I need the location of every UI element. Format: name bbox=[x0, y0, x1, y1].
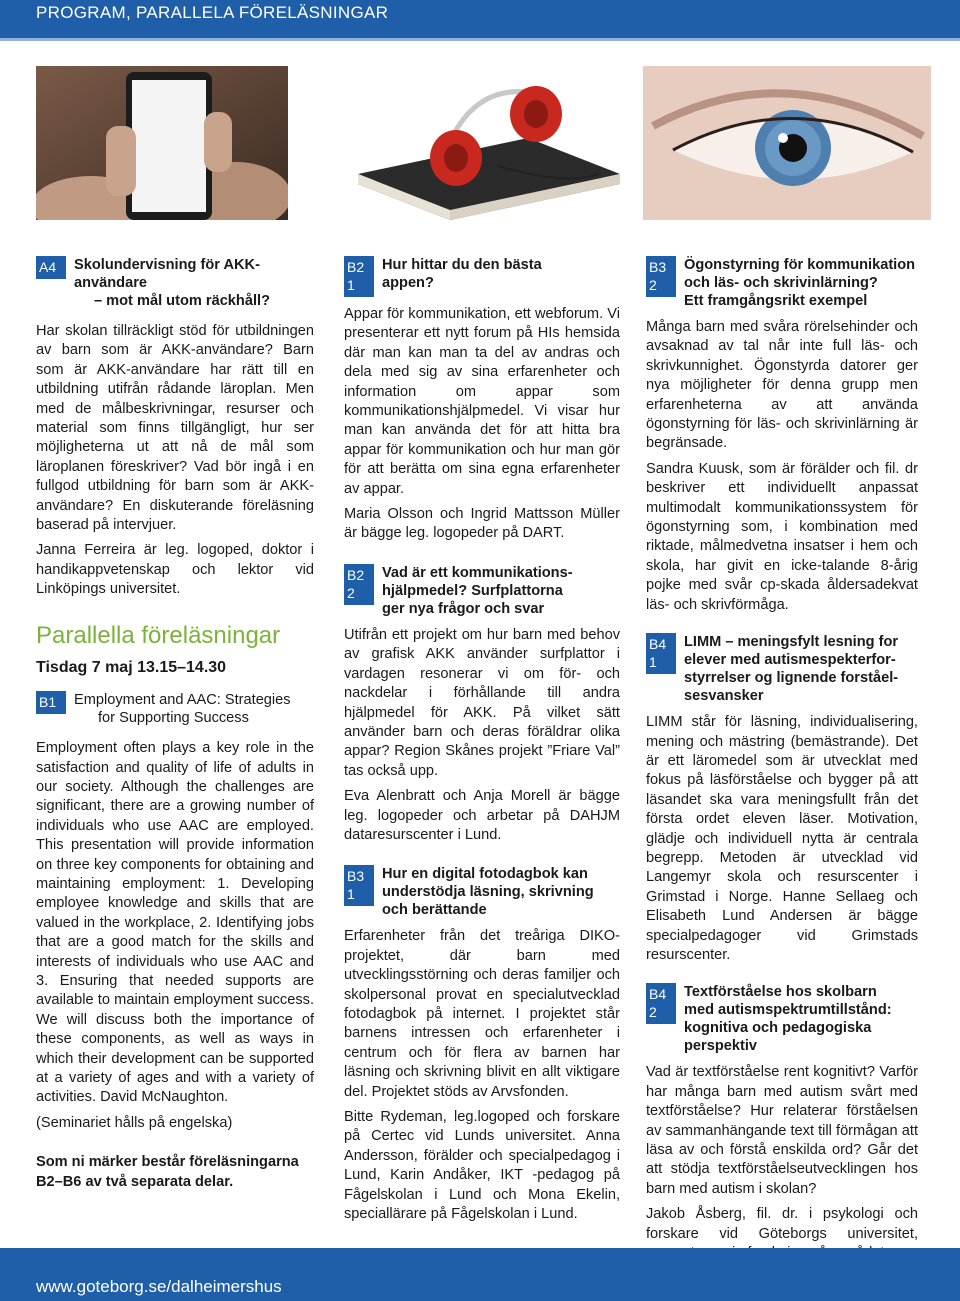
section-title bbox=[684, 256, 915, 310]
session-date: Tisdag 7 maj 13.15–14.30 bbox=[36, 658, 227, 676]
section-title bbox=[382, 564, 573, 618]
code-label: B2 bbox=[347, 259, 365, 275]
paragraph: Maria Olsson och Ingrid Mattsson Müller är bägge leg. logopeder på DART. bbox=[344, 506, 620, 542]
title-line: Skolundervisning för AKK-användare bbox=[74, 257, 260, 291]
paragraph: Vad är textförståelse rent kognitivt? Varför har många barn med autism svårt med textförståelse? Hur relaterar förståelsen av sammanhängande text till förmågan att läsa av och förstå enskilda ord? Går det att stödja textförståelseutvecklingen hos barn med autism i skolan? bbox=[646, 1064, 918, 1197]
title-line: ger nya frågor och svar bbox=[382, 600, 545, 617]
note-text: Som ni märker består föreläsningarna B2–B6 av två separata delar. bbox=[36, 1154, 299, 1190]
section-code bbox=[36, 256, 66, 279]
code-label: B2 bbox=[347, 566, 365, 583]
title-line: Hur en digital fotodagbok kan bbox=[382, 866, 588, 883]
code-label: B3 bbox=[347, 868, 365, 885]
section-title bbox=[382, 865, 594, 919]
page-title: PROGRAM, PARALLELA FÖRELÄSNINGAR bbox=[36, 3, 389, 22]
section-b1-header bbox=[36, 691, 314, 727]
title-line: med autismspektrumtillstånd: bbox=[684, 1002, 892, 1019]
book-headphones-photo bbox=[338, 66, 628, 220]
tablet-photo bbox=[36, 66, 288, 220]
section-b4-2-header bbox=[646, 983, 918, 1055]
section-title bbox=[684, 633, 898, 705]
paragraph: Janna Ferreira är leg. logoped, doktor i handikappvetenskap och lektor vid Linköpings universitet. bbox=[36, 542, 314, 598]
title-line: understödja läsning, skrivning bbox=[382, 884, 594, 901]
section-code bbox=[646, 633, 676, 674]
column-1 bbox=[36, 256, 314, 1198]
title-line: och läs- och skrivinlärning? bbox=[684, 275, 878, 291]
footer-url: www.goteborg.se/dalheimershus bbox=[36, 1277, 282, 1296]
section-b2-2-header bbox=[344, 564, 620, 618]
code-number: 1 bbox=[649, 654, 657, 671]
title-line: sesvansker bbox=[684, 688, 764, 705]
section-code bbox=[646, 983, 676, 1024]
paragraph: LIMM står för läsning, individualisering, mening och mästring (bemästrande). Det är ett läromedel som är utvecklat med fokus på läsförståelse och bygger på att läsandet ska vara meningsfullt från det första ordet eleven läser. Motivation, glädje och individuell nytta är centrala begrepp. Metoden är utvecklad vid Langemyr skola och resurscenter i Grimstad i Norge. Hanne Sellaeg och Elisabeth Lund Andersen är bägge specialpedagoger vid Grimstads resurscenter. bbox=[646, 714, 918, 963]
section-code bbox=[344, 256, 374, 297]
section-heading: Parallella föreläsningar bbox=[36, 621, 281, 649]
code-label: B4 bbox=[649, 636, 667, 653]
section-title bbox=[382, 256, 542, 292]
code-number: 2 bbox=[649, 277, 657, 293]
paragraph: Erfarenheter från det treåriga DIKO- projektet, där barn med utvecklingsstörning och deras familjer och skolpersonal provat en specialutvecklad fotodagbok på internet. I projektet står barnens intressen och erfarenheter i centrum och för flera av barnen har läsning och skrivning blivit en allt viktigare del. Projektet stöds av Arvsfonden. bbox=[344, 928, 620, 1100]
code-label: B1 bbox=[39, 694, 57, 711]
paragraph: Employment often plays a key role in the satisfaction and quality of life of adults in our society. Although the challenges are significant, there are a growing number of individuals who use AAC are employed. This presentation will provide information on three key components for obtaining and maintaining employment: 1. Developing employee knowledge and skills that are valued in the workplace, 2. Identifying jobs that are a good match for the skills and interests of individuals who use AAC and 3. Ensuring that needed supports are available to maintain employment success. We will discuss both the importance of these components, as well as ways in which their development can be supported at a variety of ages and with a variety of activities. David McNaughton. bbox=[36, 740, 314, 1106]
paragraph: (Seminariet hålls på engelska) bbox=[36, 1114, 233, 1131]
title-line: elever med autismespekterfor- bbox=[684, 652, 896, 669]
header-divider bbox=[0, 38, 960, 41]
title-line: appen? bbox=[382, 275, 434, 291]
title-line: hjälpmedel? Surfplattorna bbox=[382, 582, 563, 599]
section-code bbox=[344, 865, 374, 906]
code-label: B3 bbox=[649, 259, 667, 275]
code-label: A4 bbox=[39, 259, 57, 275]
code-number: 1 bbox=[347, 277, 355, 293]
title-line: – mot mål utom räckhåll? bbox=[94, 293, 270, 309]
section-title bbox=[684, 983, 892, 1055]
title-line: Textförståelse hos skolbarn bbox=[684, 984, 877, 1001]
paragraph: Eva Alenbratt och Anja Morell är bägge leg. logopeder och arbetar på DAHJM dataresurscenter i Lund. bbox=[344, 788, 620, 843]
section-b3-1-header bbox=[344, 865, 620, 919]
section-a4-header bbox=[36, 256, 314, 310]
code-number: 1 bbox=[347, 886, 355, 903]
section-b2-1-header bbox=[344, 256, 620, 297]
title-line: LIMM – meningsfylt lesning for bbox=[684, 634, 899, 651]
title-line: kognitiva och pedagogiska bbox=[684, 1020, 872, 1037]
paragraph: Bitte Rydeman, leg.logoped och forskare på Certec vid Lunds universitet. Anna Andersson, förälder och specialpedagog i Lund, Karin Andåker, IKT -pedagog på Fågelskolan i Lund och Mona Ekelin, speciallärare på Fågelskolan i Lund. bbox=[344, 1109, 620, 1223]
section-title bbox=[74, 691, 291, 727]
title-line: perspektiv bbox=[684, 1038, 758, 1055]
title-line: styrrelser og lignende forståel- bbox=[684, 670, 899, 687]
title-line: for Supporting Success bbox=[98, 710, 249, 727]
eye-photo bbox=[643, 66, 931, 220]
paragraph: Sandra Kuusk, som är förälder och fil. dr beskriver ett individuellt anpassat multimodalt kommunikationssystem för ögonstyrning som, i kombination med riktade, målmedvetna insatser i hem och skola, har givit en icke-talande 8-årig pojke med svår cp-skada åldersadekvat läs- och skrivförmåga. bbox=[646, 460, 918, 613]
title-line: Vad är ett kommunikations- bbox=[382, 564, 573, 581]
title-line: Employment and AAC: Strategies bbox=[74, 692, 291, 709]
code-label: B4 bbox=[649, 986, 667, 1003]
paragraph: Har skolan tillräckligt stöd för utbildningen av barn som är AKK-användare? Barn som är AKK-användare har rätt till en utbildning utifrån rådande läroplan. Men med de målbeskrivningar, resurser och material som finns tillgängligt, hur ser möjligheterna ut att nå de mål som läroplanen föreskriver? Vad bör ingå i en fullgod utbildning för barn som är AKK-användare? En diskuterande föreläsning baserad på intervjuer. bbox=[36, 323, 314, 534]
title-line: Ögonstyrning för kommunikation bbox=[684, 257, 916, 273]
section-code bbox=[36, 691, 66, 714]
code-number: 2 bbox=[649, 1004, 657, 1021]
paragraph: Utifrån ett projekt om hur barn med behov av grafisk AKK använder surfplattor i vardagen resonerar vi om för- och nackdelar i förhållande till andra hjälpmedel för AKK. På vilket sätt använder barn och deras föräldrar olika appar? Region Skånes projekt ”Friare Val” tas också upp. bbox=[344, 626, 620, 779]
code-number: 2 bbox=[347, 584, 355, 601]
section-b3-2-header bbox=[646, 256, 918, 310]
section-title bbox=[74, 256, 314, 310]
title-line: och berättande bbox=[382, 902, 487, 919]
title-line: Ett framgångsrikt exempel bbox=[684, 293, 868, 309]
paragraph: Jakob Åsberg, fil. dr. i psykologi och forskare vid Göteborgs universitet, bbox=[646, 1206, 918, 1242]
section-code bbox=[646, 256, 676, 297]
title-line: Hur hittar du den bästa bbox=[382, 257, 542, 273]
paragraph: Många barn med svåra rörelsehinder och avsaknad av tal når inte full läs- och skrivkunnighet. Ögonstyrda datorer ger nya möjligheter för denna grupp men erfarenheterna av att använda ögonstyrning för läs- och skrivinlärning är begränsade. bbox=[646, 319, 918, 452]
paragraph: Appar för kommunikation, ett webforum. Vi presenterar ett nytt forum på HIs hemsida där man kan man ta del av andras och dela med sig av sina erfarenheter och information om appar som kommunikationshjälpmedel. Vi visar hur man kan använda det för att hitta bra appar för kommunikation och hur man gör för att berätta om sina egna erfarenheter av appar. bbox=[344, 306, 620, 497]
section-code bbox=[344, 564, 374, 605]
column-2 bbox=[344, 256, 620, 1230]
section-b4-1-header bbox=[646, 633, 918, 705]
column-3 bbox=[646, 256, 918, 1269]
